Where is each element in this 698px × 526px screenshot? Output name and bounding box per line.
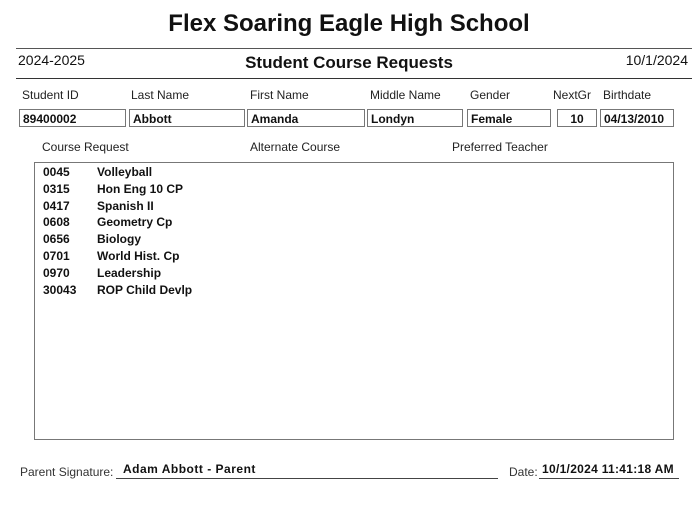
parent-signature-label: Parent Signature: xyxy=(20,465,114,479)
title-divider xyxy=(16,78,692,79)
first-name-field: Amanda xyxy=(247,109,365,127)
middle-name-label: Middle Name xyxy=(370,88,441,102)
student-id-field: 89400002 xyxy=(19,109,126,127)
parent-signature-value: Adam Abbott - Parent xyxy=(116,462,498,479)
course-request-header: Course Request xyxy=(42,140,129,154)
course-name: Biology xyxy=(97,232,141,246)
list-item xyxy=(43,282,192,299)
alternate-course-header: Alternate Course xyxy=(250,140,341,154)
course-name: Geometry Cp xyxy=(97,215,173,229)
first-name-label: First Name xyxy=(250,88,309,102)
list-item xyxy=(43,265,161,282)
course-code: 0701 xyxy=(43,249,70,263)
course-code: 30043 xyxy=(43,283,77,297)
birthdate-label: Birthdate xyxy=(603,88,652,102)
birthdate-field: 04/13/2010 xyxy=(600,109,674,127)
gender-field: Female xyxy=(467,109,551,127)
document-title: Student Course Requests xyxy=(245,53,453,72)
course-name: World Hist. Cp xyxy=(97,249,180,263)
course-name: Leadership xyxy=(97,266,162,280)
course-code: 0656 xyxy=(43,232,70,246)
gender-label: Gender xyxy=(470,88,511,102)
school-name: Flex Soaring Eagle High School xyxy=(168,10,530,37)
list-item xyxy=(43,181,183,198)
course-name: ROP Child Devlp xyxy=(97,283,193,297)
course-code: 0417 xyxy=(43,199,70,213)
list-item xyxy=(43,198,154,215)
course-code: 0608 xyxy=(43,215,70,229)
course-code: 0315 xyxy=(43,182,70,196)
middle-name-field: Londyn xyxy=(367,109,463,127)
course-name: Volleyball xyxy=(97,165,153,179)
course-name: Hon Eng 10 CP xyxy=(97,182,184,196)
list-item xyxy=(43,214,172,231)
course-code: 0970 xyxy=(43,266,70,280)
signature-date-value: 10/1/2024 11:41:18 AM xyxy=(539,462,679,479)
signature-date-label: Date: xyxy=(509,465,538,479)
school-year: 2024-2025 xyxy=(18,52,85,68)
course-code: 0045 xyxy=(43,165,70,179)
last-name-field: Abbott xyxy=(129,109,245,127)
next-grade-field: 10 xyxy=(557,109,597,127)
course-list xyxy=(34,162,674,440)
header-divider xyxy=(16,48,692,49)
list-item xyxy=(43,164,152,181)
student-id-label: Student ID xyxy=(22,88,79,102)
last-name-label: Last Name xyxy=(131,88,190,102)
list-item xyxy=(43,231,141,248)
print-date: 10/1/2024 xyxy=(625,52,688,68)
preferred-teacher-header: Preferred Teacher xyxy=(452,140,548,154)
course-name: Spanish II xyxy=(97,199,154,213)
list-item xyxy=(43,248,179,265)
next-grade-label: NextGr xyxy=(553,88,592,102)
